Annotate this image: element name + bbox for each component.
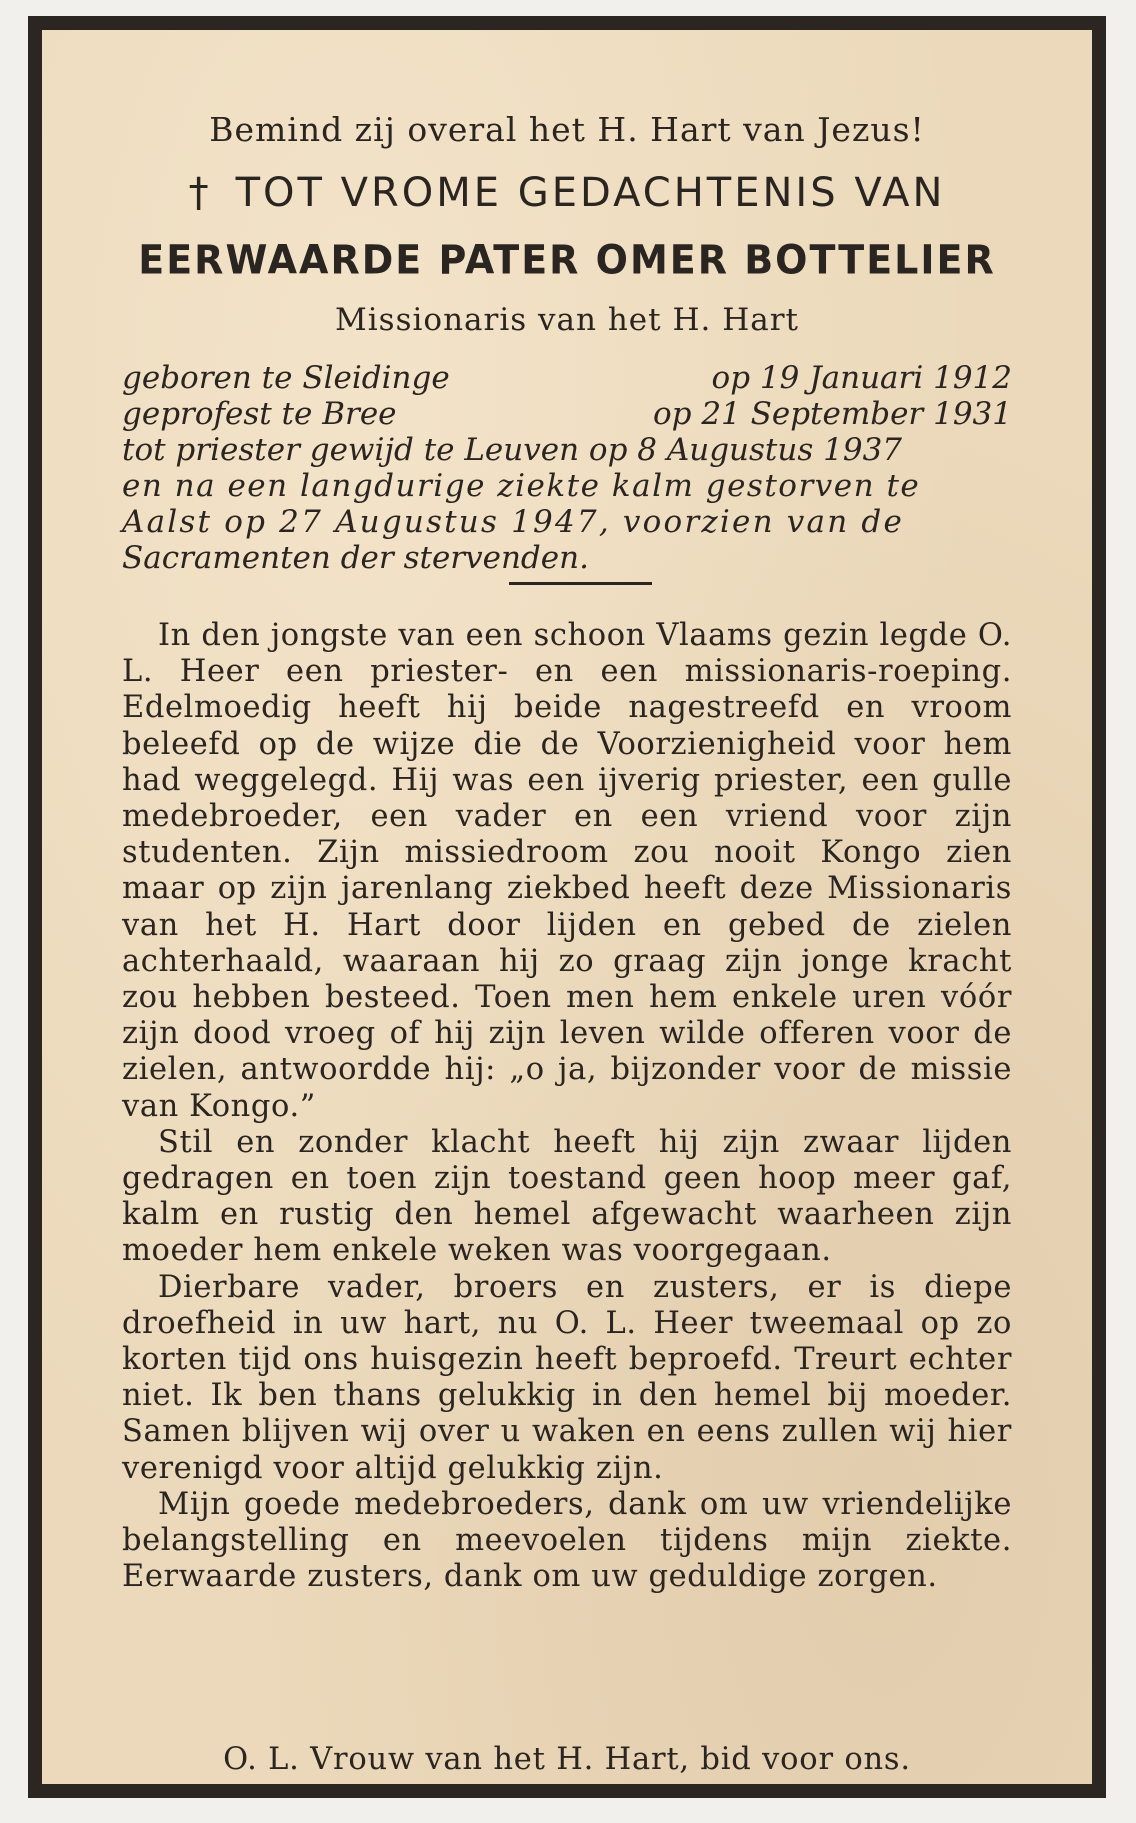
- bio-sacraments: Sacramenten der stervenden.: [122, 540, 589, 576]
- role: Missionaris van het H. Hart: [335, 302, 799, 338]
- paragraph: In den jongste van een schoon Vlaams gezin legde O. L. Heer een priester- en een missionaris-roeping. Edelmoedig heeft hij beide nagestreefd en vroom beleefd op de wijze die de Voorzienigheid voor hem had weggelegd. Hij was een ijverig priester, een gulle medebroeder, een vader en een vriend voor zijn studenten. Zijn missiedroom zou nooit Kongo zien maar op zijn jarenlang ziekbed heeft deze Missionaris van het H. Hart door lijden en gebed de zielen achterhaald, waaraan hij zo graag zijn jonge kracht zou hebben besteed. Toen men hem enkele uren vóór zijn dood vroeg of hij zijn leven wilde offeren voor de zielen, antwoordde hij: „o ja, bijzonder voor de missie van Kongo.”: [122, 618, 1012, 1124]
- memorial-text: [122, 618, 1012, 1595]
- motto: Bemind zij overal het H. Hart van Jezus!: [209, 110, 925, 149]
- professed-date: op 21 September 1931: [652, 396, 1012, 432]
- cross-icon: †: [188, 170, 212, 216]
- paragraph: Mijn goede medebroeders, dank om uw vriendelijke belangstelling en meevoelen tijdens mijn ziekte. Eerwaarde zusters, dank om uw geduldige zorgen.: [122, 1486, 1012, 1595]
- bio-ordained: tot priester gewijd te Leuven op 8 Augustus 1937: [122, 432, 903, 468]
- paragraph: Dierbare vader, broers en zusters, er is diepe droefheid in uw hart, nu O. L. Heer tweemaal op zo korten tijd ons huisgezin heeft beproefd. Treurt echter niet. Ik ben thans gelukkig in den hemel bij moeder. Samen blijven wij over u waken en eens zullen wij hier verenigd voor altijd gelukkig zijn.: [122, 1269, 1012, 1486]
- professed-place: geprofest te Bree: [122, 396, 397, 432]
- closing-prayer: O. L. Vrouw van het H. Hart, bid voor ons.: [223, 1742, 911, 1777]
- paragraph: Stil en zonder klacht heeft hij zijn zwaar lijden gedragen en toen zijn toestand geen hoop meer gaf, kalm en rustig den hemel afgewacht waarheen zijn moeder hem enkele weken was voorgegaan.: [122, 1124, 1012, 1269]
- born-place: geboren te Sleidinge: [122, 360, 450, 396]
- memorial-card: [28, 16, 1106, 1798]
- born-date: op 19 Januari 1912: [711, 360, 1012, 396]
- deceased-name: EERWAARDE PATER OMER BOTTELIER: [138, 236, 996, 284]
- heading: [122, 170, 1012, 216]
- divider: [509, 582, 652, 585]
- bio-professed: [122, 396, 1012, 432]
- bio-died: en na een langdurige ziekte kalm gestorven te: [122, 468, 921, 504]
- heading-text: TOT VROME GEDACHTENIS VAN: [235, 170, 946, 216]
- bio-born: [122, 360, 1012, 396]
- bio-died-place: Aalst op 27 Augustus 1947, voorzien van de: [122, 504, 904, 540]
